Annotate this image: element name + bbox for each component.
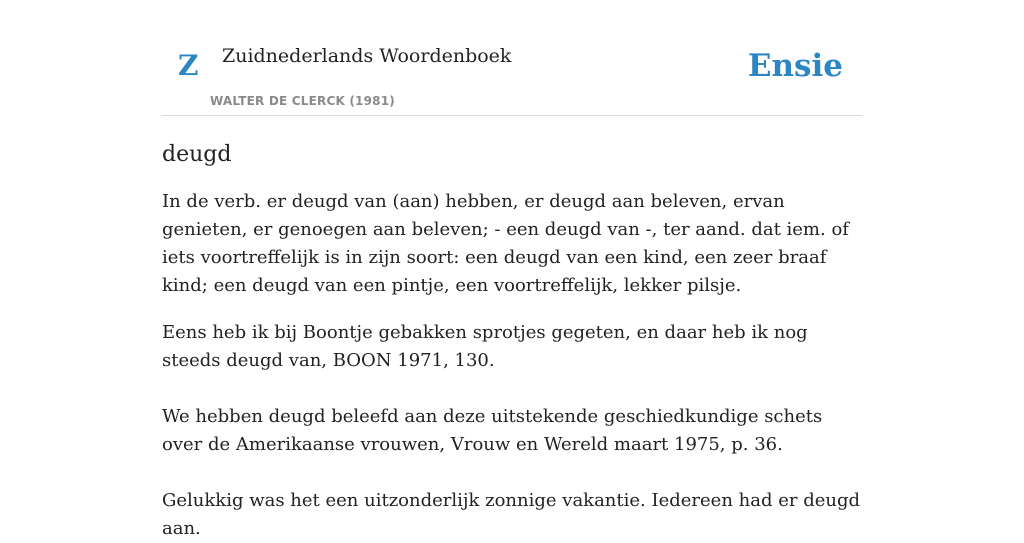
example-quote: Gelukkig was het een uitzonderlijk zonnige vakantie. Iedereen had er deugd aan.: [162, 490, 861, 540]
example-quote: We hebben deugd beleefd aan deze uitstekende geschiedkundige schets over de Amerikaanse vrouwen, Vrouw en Wereld maart 1975, p. 36.: [162, 406, 823, 456]
example-quote: Eens heb ik bij Boontje gebakken sprotjes gegeten, en daar heb ik nog steeds deugd van, BOON 1971, 130.: [162, 322, 808, 372]
dictionary-logo-icon[interactable]: Z: [178, 49, 199, 82]
headword: deugd: [162, 142, 232, 167]
dictionary-header: [162, 0, 862, 116]
ensie-logo[interactable]: Ensie: [747, 48, 843, 84]
page: [162, 0, 862, 543]
dictionary-author: WALTER DE CLERCK (1981): [210, 94, 395, 108]
definition-text: In de verb. er deugd van (aan) hebben, er deugd aan beleven, ervan genieten, er genoegen aan beleven; - een deugd van -, ter aand. dat iem. of iets voortreffelijk is in zijn soort: een deugd van een kind, een zeer braaf kind; een deugd van een pintje, een voortreffelijk, lekker pilsje.: [162, 191, 849, 297]
dictionary-title[interactable]: Zuidnederlands Woordenboek: [222, 45, 512, 67]
